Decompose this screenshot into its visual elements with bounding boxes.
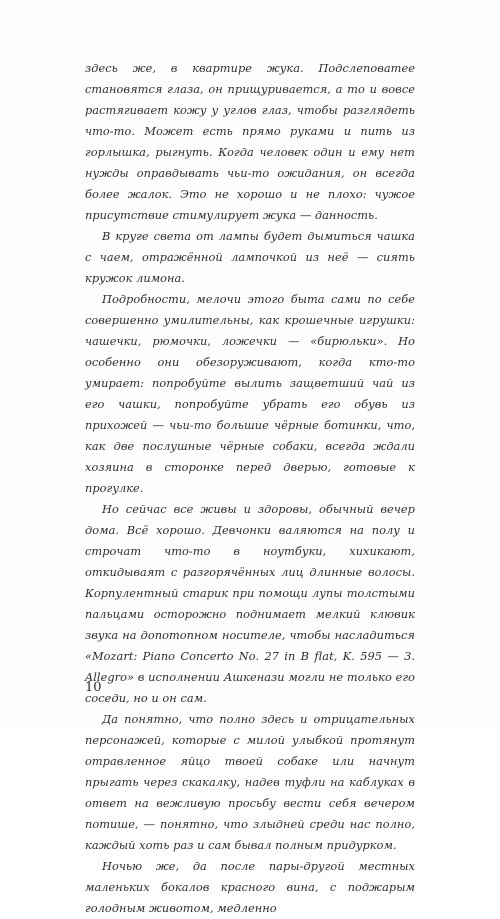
paragraph: В круге света от лампы будет дымиться чашка с чаем, отражённой лампочкой из неё — сиять кружок лимона.: [85, 229, 415, 285]
paragraph: здесь же, в квартире жука. Подслеповатее становятся глаза, он прищуривается, а то и вовсе растягивает кожу у углов глаз, чтобы разглядеть что-то. Может есть прямо руками и пить из горлышка, рыгнуть. Когда человек один и ему нет нужды оправдывать чьи-то ожидания, он всегда более жалок. Это не хорошо и не плохо: чужое присутствие стимулирует жука — данность.: [85, 61, 415, 222]
paragraph: Но сейчас все живы и здоровы, обычный вечер дома. Всё хорошо. Девчонки валяются на полу и строчат что-то в ноутбуки, хихикают, откидываят с разгорячённых лиц длинные волосы. Корпулентный старик при помощи лупы толстыми пальцами осторожно поднимает мелкий клювик звука на допотопном носителе, чтобы насладиться «Mozart: Piano Concerto No. 27 in B flat, K. 595 — 3. Allegro» в исполнении Ашкенази могли не только его соседи, но и он сам.: [85, 502, 415, 705]
paragraph: Подробности, мелочи этого быта сами по себе совершенно умилительны, как крошечные игрушки: чашечки, рюмочки, ложечки — «бирюльки». Но особенно они обезоруживают, когда кто-то умирает: попробуйте вылить защветший чай из его чашки, попробуйте убрать его обувь из прихожей — чьи-то большие чёрные ботинки, что, как две послушные чёрные собаки, всегда ждали хозяина в сторонке перед дверью, готовые к прогулке.: [85, 292, 415, 495]
body-text: [85, 58, 415, 919]
paragraph: Ночью же, да после пары-другой местных маленьких бокалов красного вина, с поджарым голодным животом, медленно: [85, 859, 415, 915]
paragraph: Да понятно, что полно здесь и отрицательных персонажей, которые с милой улыбкой протянут отравленное яйцо твоей собаке или начнут прыгать через скакалку, надев туфли на каблуках в ответ на вежливую просьбу вести себя вечером потише, — понятно, что злыдней среди нас полно, каждый хоть раз и сам бывал полным придурком.: [85, 712, 415, 852]
page-number: 10: [85, 680, 102, 695]
